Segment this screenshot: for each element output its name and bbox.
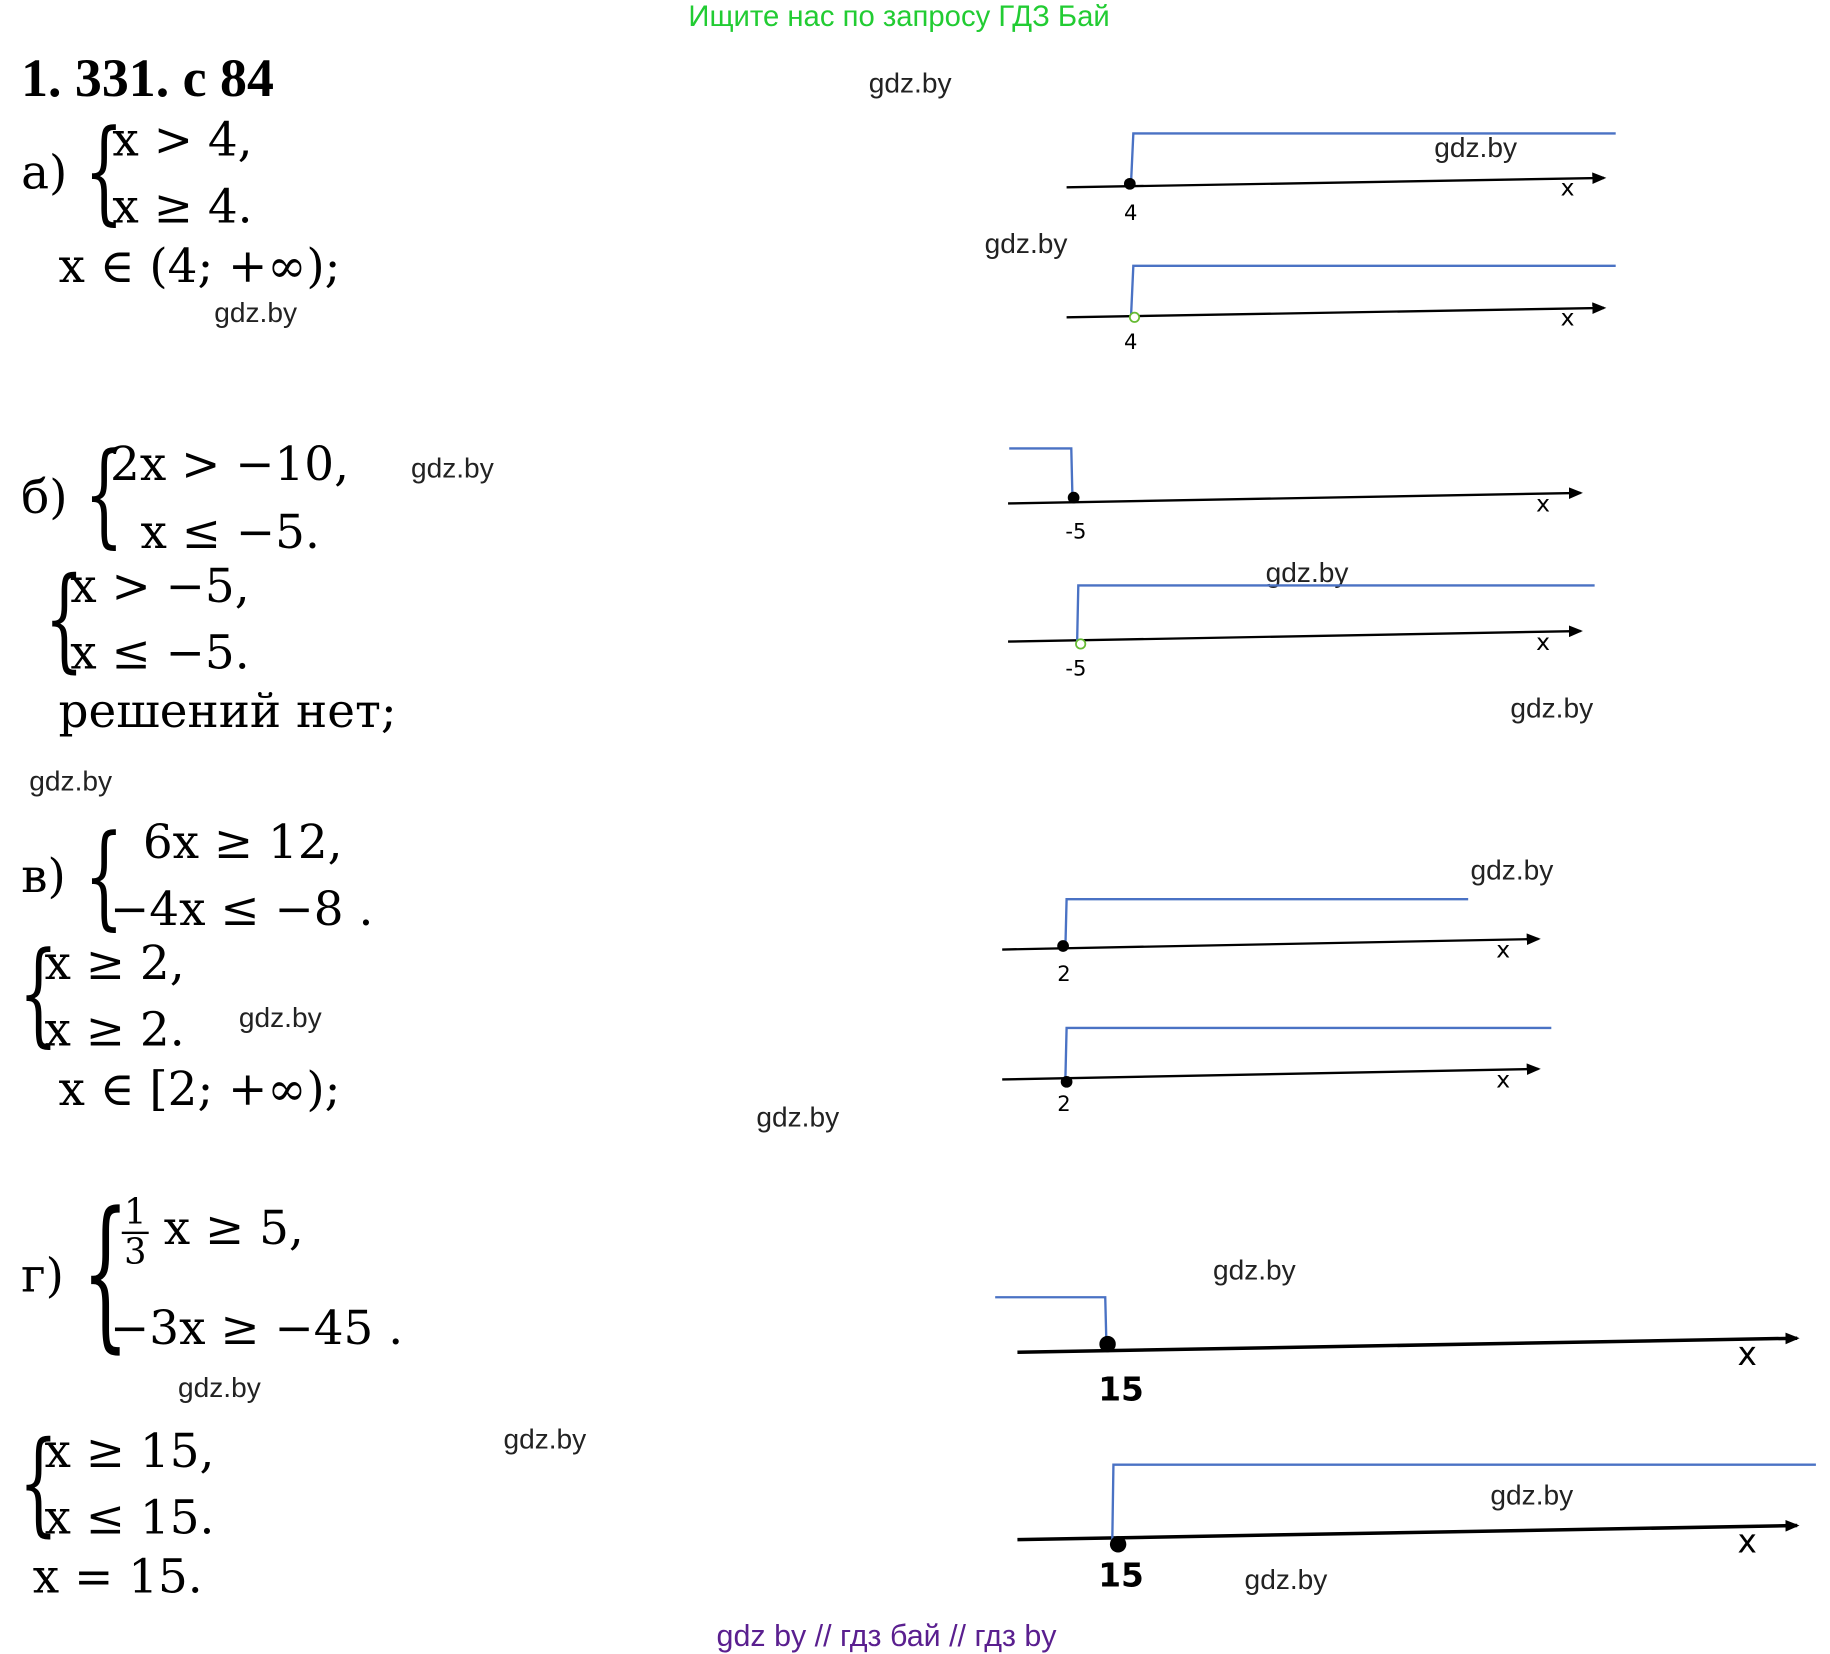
search-banner: Ищите нас по запросу ГДЗ Бай: [688, 0, 1110, 33]
part-a-label: а): [21, 146, 68, 201]
system-brace: {: [84, 428, 124, 560]
watermark: gdz.by: [1265, 557, 1349, 589]
part-v-line4: x ≥ 2.: [44, 1003, 185, 1058]
closed-point: [1061, 1076, 1073, 1088]
watermark: gdz.by: [29, 765, 113, 798]
part-a-axis-2: [1067, 266, 1616, 354]
axis-variable-label: x: [1496, 935, 1511, 964]
fraction-numerator: 1: [122, 1194, 149, 1233]
part-g-line1-rest: x ≥ 5,: [163, 1201, 304, 1256]
watermark: gdz.by: [868, 67, 952, 100]
part-g-line2: −3x ≥ −45 .: [110, 1301, 404, 1356]
system-brace: {: [81, 1177, 129, 1369]
open-point: [1130, 313, 1139, 322]
part-v-line2: −4x ≤ −8 .: [110, 882, 374, 937]
axis-point-label: 15: [1098, 1556, 1144, 1595]
part-b-axis-2: [1008, 585, 1595, 680]
part-b-line3: x > −5,: [70, 559, 250, 614]
part-b-label: б): [21, 470, 68, 525]
watermark: gdz.by: [1470, 854, 1554, 887]
closed-point: [1068, 492, 1080, 504]
exercise-heading: 1. 331. с 84: [21, 48, 274, 108]
axis-point-label: 2: [1057, 1091, 1071, 1117]
part-a-answer: x ∈ (4; +∞);: [58, 240, 341, 294]
watermark: gdz.by: [214, 297, 298, 329]
system-brace: {: [84, 810, 124, 942]
system-brace: {: [44, 552, 84, 684]
part-v-axis-1: [1002, 899, 1538, 986]
part-b-line1: 2x > −10,: [110, 437, 350, 492]
watermark: gdz.by: [1434, 132, 1518, 164]
part-b-line4: x ≤ −5.: [70, 626, 250, 681]
open-point: [1076, 639, 1085, 648]
closed-point: [1099, 1336, 1115, 1352]
axis-point-label: 2: [1057, 961, 1071, 987]
closed-point: [1110, 1536, 1126, 1552]
part-v-line3: x ≥ 2,: [44, 936, 185, 991]
part-v-line1: 6x ≥ 12,: [142, 816, 343, 870]
part-g-line4: x ≤ 15.: [44, 1491, 215, 1546]
watermark: gdz.by: [238, 1002, 322, 1034]
axis-point-label: -5: [1065, 655, 1087, 681]
part-v-answer: x ∈ [2; +∞);: [58, 1063, 341, 1117]
part-v-axis-2: [1002, 1028, 1551, 1116]
watermark: gdz.by: [503, 1423, 587, 1456]
axis-variable-label: x: [1560, 173, 1575, 202]
part-g-line3: x ≥ 15,: [44, 1424, 215, 1479]
watermark: gdz.by: [1510, 693, 1594, 725]
axis-variable-label: x: [1737, 1522, 1757, 1561]
axis-variable-label: x: [1560, 303, 1575, 332]
footer-links: gdz by // гдз бай // гдз by: [716, 1618, 1057, 1654]
part-v-label: в): [21, 850, 66, 904]
part-a-axis-1: [1067, 133, 1616, 225]
part-g-axis-2: [1017, 1465, 1815, 1595]
watermark: gdz.by: [756, 1101, 840, 1134]
watermark: gdz.by: [410, 453, 494, 485]
axis-point-label: -5: [1065, 518, 1087, 544]
system-brace: {: [18, 1416, 59, 1548]
part-g-axis-1: [995, 1297, 1797, 1408]
part-a-line1: x > 4,: [112, 113, 253, 168]
part-g-label: г): [21, 1249, 64, 1304]
axis-point-label: 4: [1123, 200, 1138, 226]
fraction-denominator: 3: [124, 1231, 147, 1273]
watermark: gdz.by: [1212, 1255, 1296, 1287]
system-brace: {: [84, 105, 124, 237]
watermark: gdz.by: [1244, 1564, 1328, 1596]
axis-variable-label: x: [1536, 627, 1550, 656]
part-b-answer: решений нет;: [58, 684, 397, 739]
closed-point: [1124, 178, 1136, 190]
watermark: gdz.by: [984, 228, 1068, 260]
system-brace: {: [18, 927, 59, 1059]
watermark: gdz.by: [1490, 1479, 1574, 1512]
watermark: gdz.by: [177, 1372, 261, 1404]
part-b-line2: x ≤ −5.: [140, 505, 320, 560]
axis-point-label: 15: [1098, 1370, 1144, 1409]
axis-variable-label: x: [1737, 1335, 1757, 1374]
part-g-answer: x = 15.: [32, 1550, 203, 1604]
part-b-axis-1: [1008, 448, 1581, 543]
axis-variable-label: x: [1496, 1065, 1511, 1094]
axis-variable-label: x: [1536, 489, 1550, 518]
part-a-line2: x ≥ 4.: [112, 180, 253, 235]
closed-point: [1057, 940, 1069, 952]
axis-point-label: 4: [1123, 328, 1138, 354]
